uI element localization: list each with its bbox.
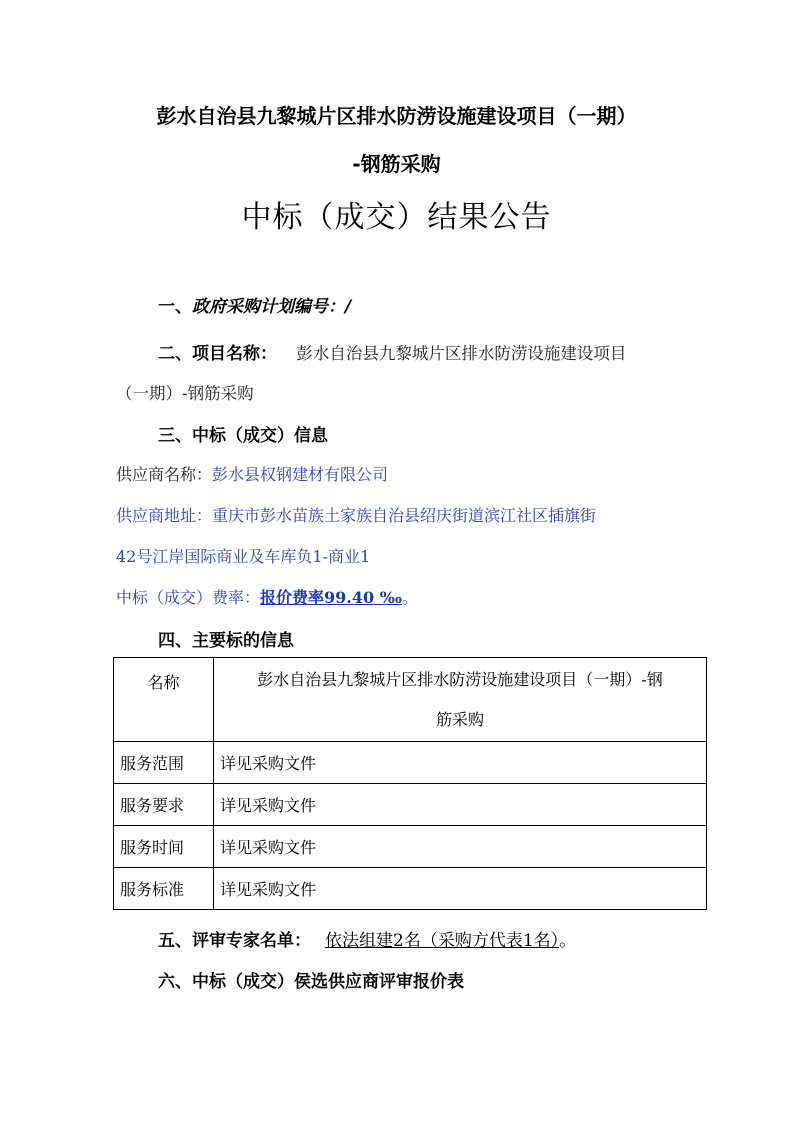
table-row [114, 742, 707, 784]
table-key-cell: 服务标准 [114, 868, 214, 910]
supplier-address-label: 供应商地址： [116, 506, 213, 525]
rate-label: 中标（成交）费率： [116, 588, 261, 607]
section-5 [158, 926, 576, 951]
supplier-name-row [116, 462, 388, 485]
project-name-line-1: 彭水自治县九黎城片区排水防涝设施建设项目 [296, 344, 627, 363]
table-row [114, 868, 707, 910]
supplier-name-label: 供应商名称： [116, 465, 213, 484]
table-key-cell: 服务要求 [114, 784, 214, 826]
table-key-cell: 服务范围 [114, 742, 214, 784]
supplier-address-row [116, 503, 596, 526]
expert-list: 依法组建2名（采购方代表1名） [325, 931, 560, 951]
section-6-title: 六、中标（成交）侯选供应商评审报价表 [158, 972, 464, 992]
project-name-line-2: （一期）-钢筋采购 [116, 384, 254, 403]
section-1-label: 一、 [158, 297, 192, 317]
section-3 [158, 421, 328, 446]
main-subject-table [113, 657, 707, 910]
table-value-cell: 详见采购文件 [214, 784, 707, 826]
table-value-cell: 详见采购文件 [214, 826, 707, 868]
table-value-cell [214, 658, 707, 742]
rate-value: 报价费率99.40 ‰ [260, 588, 402, 607]
table-row [114, 658, 707, 742]
table-row [114, 784, 707, 826]
table-value-cell: 详见采购文件 [214, 868, 707, 910]
supplier-address-line-1: 重庆市彭水苗族土家族自治县绍庆街道滨江社区插旗街 [212, 506, 597, 525]
title-line-1: 彭水自治县九黎城片区排水防涝设施建设项目（一期） [156, 104, 637, 128]
rate-end: 。 [401, 588, 418, 607]
table-key-cell: 名称 [114, 658, 214, 742]
section-2 [158, 339, 626, 364]
section-1 [158, 292, 351, 317]
supplier-address-line-2: 42号江岸国际商业及车库负1-商业1 [116, 547, 371, 566]
table-key-cell: 服务时间 [114, 826, 214, 868]
title-line-2: -钢筋采购 [352, 152, 441, 176]
table-value-cell: 详见采购文件 [214, 742, 707, 784]
table-value-line-1: 彭水自治县九黎城片区排水防涝设施建设项目（一期）-钢 [257, 669, 663, 689]
section-3-title: 三、中标（成交）信息 [158, 426, 328, 446]
section-5-end: 。 [559, 931, 577, 951]
rate-row [116, 585, 418, 608]
section-5-label: 五、评审专家名单： [158, 931, 311, 951]
section-4 [158, 626, 294, 651]
supplier-name: 彭水县权钢建材有限公司 [212, 465, 389, 484]
table-row [114, 826, 707, 868]
section-4-title: 四、主要标的信息 [158, 631, 294, 651]
table-value-line-2: 筋采购 [435, 709, 484, 729]
section-6 [158, 967, 464, 992]
section-2-label: 二、项目名称： [158, 344, 277, 364]
page-title: 中标（成交）结果公告 [241, 200, 552, 235]
section-1-title: 政府采购计划编号：/ [192, 297, 352, 317]
